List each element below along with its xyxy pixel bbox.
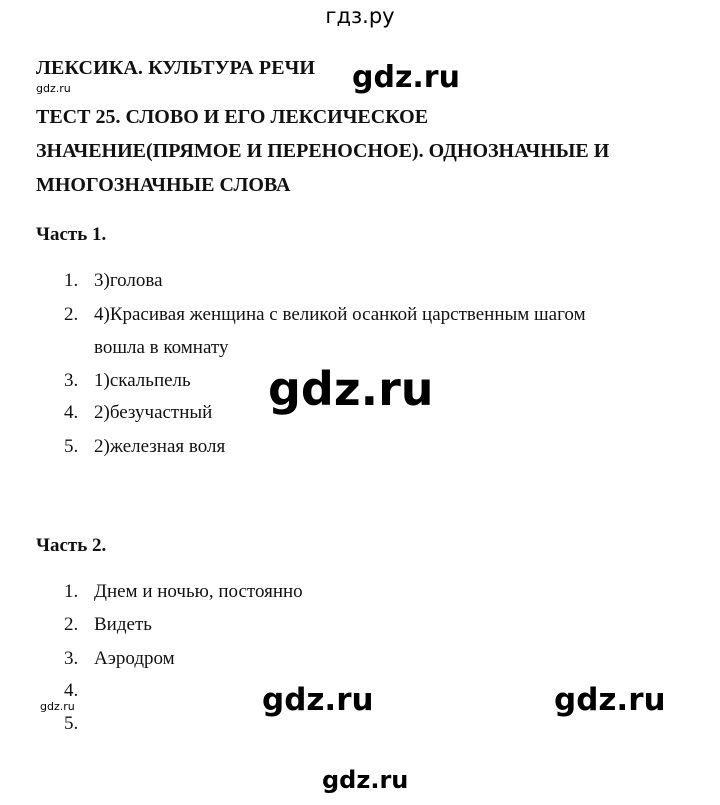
watermark-small: gdz.ru	[40, 700, 75, 713]
part-1-answer-1	[64, 270, 163, 292]
answer-number: 2.	[64, 304, 79, 325]
answer-number: 5.	[64, 713, 79, 734]
site-brand: гдз.ру	[325, 4, 395, 28]
answer-number: 2.	[64, 614, 79, 635]
part-1-answer-5	[64, 436, 225, 458]
part-2-title: Часть 2.	[36, 535, 107, 556]
answer-text: 3)голова	[94, 270, 163, 291]
part-1-answer-4	[64, 402, 212, 424]
part-1-title: Часть 1.	[36, 224, 107, 245]
answer-number: 5.	[64, 436, 79, 457]
watermark-large: gdz.ru	[554, 682, 666, 718]
section-title: ЛЕКСИКА. КУЛЬТУРА РЕЧИ	[36, 57, 316, 79]
part-1-answer-2	[64, 304, 586, 326]
part-2-answer-3	[64, 648, 175, 670]
test-title-line-2: ЗНАЧЕНИЕ(ПРЯМОЕ И ПЕРЕНОСНОЕ). ОДНОЗНАЧНЫЕ И	[36, 140, 610, 162]
answer-text: 4)Красивая женщина с великой осанкой царственным шагом	[94, 304, 586, 325]
answer-number: 3.	[64, 648, 79, 669]
watermark-large: gdz.ru	[352, 60, 460, 95]
part-1-answer-3	[64, 370, 191, 392]
test-title-line-3: МНОГОЗНАЧНЫЕ СЛОВА	[36, 174, 291, 196]
part-2-answer-2	[64, 614, 152, 636]
answer-number: 1.	[64, 581, 79, 602]
part-2-answer-1	[64, 581, 303, 603]
answer-text: 1)скальпель	[94, 370, 191, 391]
answer-text: Днем и ночью, постоянно	[94, 581, 303, 602]
watermark-large: gdz.ru	[322, 766, 409, 794]
watermark-large: gdz.ru	[268, 362, 434, 416]
test-title-line-1: ТЕСТ 25. СЛОВО И ЕГО ЛЕКСИЧЕСКОЕ	[36, 106, 429, 128]
part-2-answer-4	[64, 680, 94, 702]
answer-number: 3.	[64, 370, 79, 391]
answer-text: 2)железная воля	[94, 436, 226, 457]
answer-number: 4.	[64, 402, 79, 423]
watermark-large: gdz.ru	[262, 682, 374, 718]
answer-number: 4.	[64, 680, 79, 701]
answer-number: 1.	[64, 270, 79, 291]
answer-text: Видеть	[94, 614, 152, 635]
part-2-answer-5	[64, 713, 94, 735]
answer-text: 2)безучастный	[94, 402, 213, 423]
answer-text: Аэродром	[94, 648, 175, 669]
part-1-answer-2-continuation: вошла в комнату	[94, 337, 229, 358]
watermark-small: gdz.ru	[36, 82, 71, 95]
